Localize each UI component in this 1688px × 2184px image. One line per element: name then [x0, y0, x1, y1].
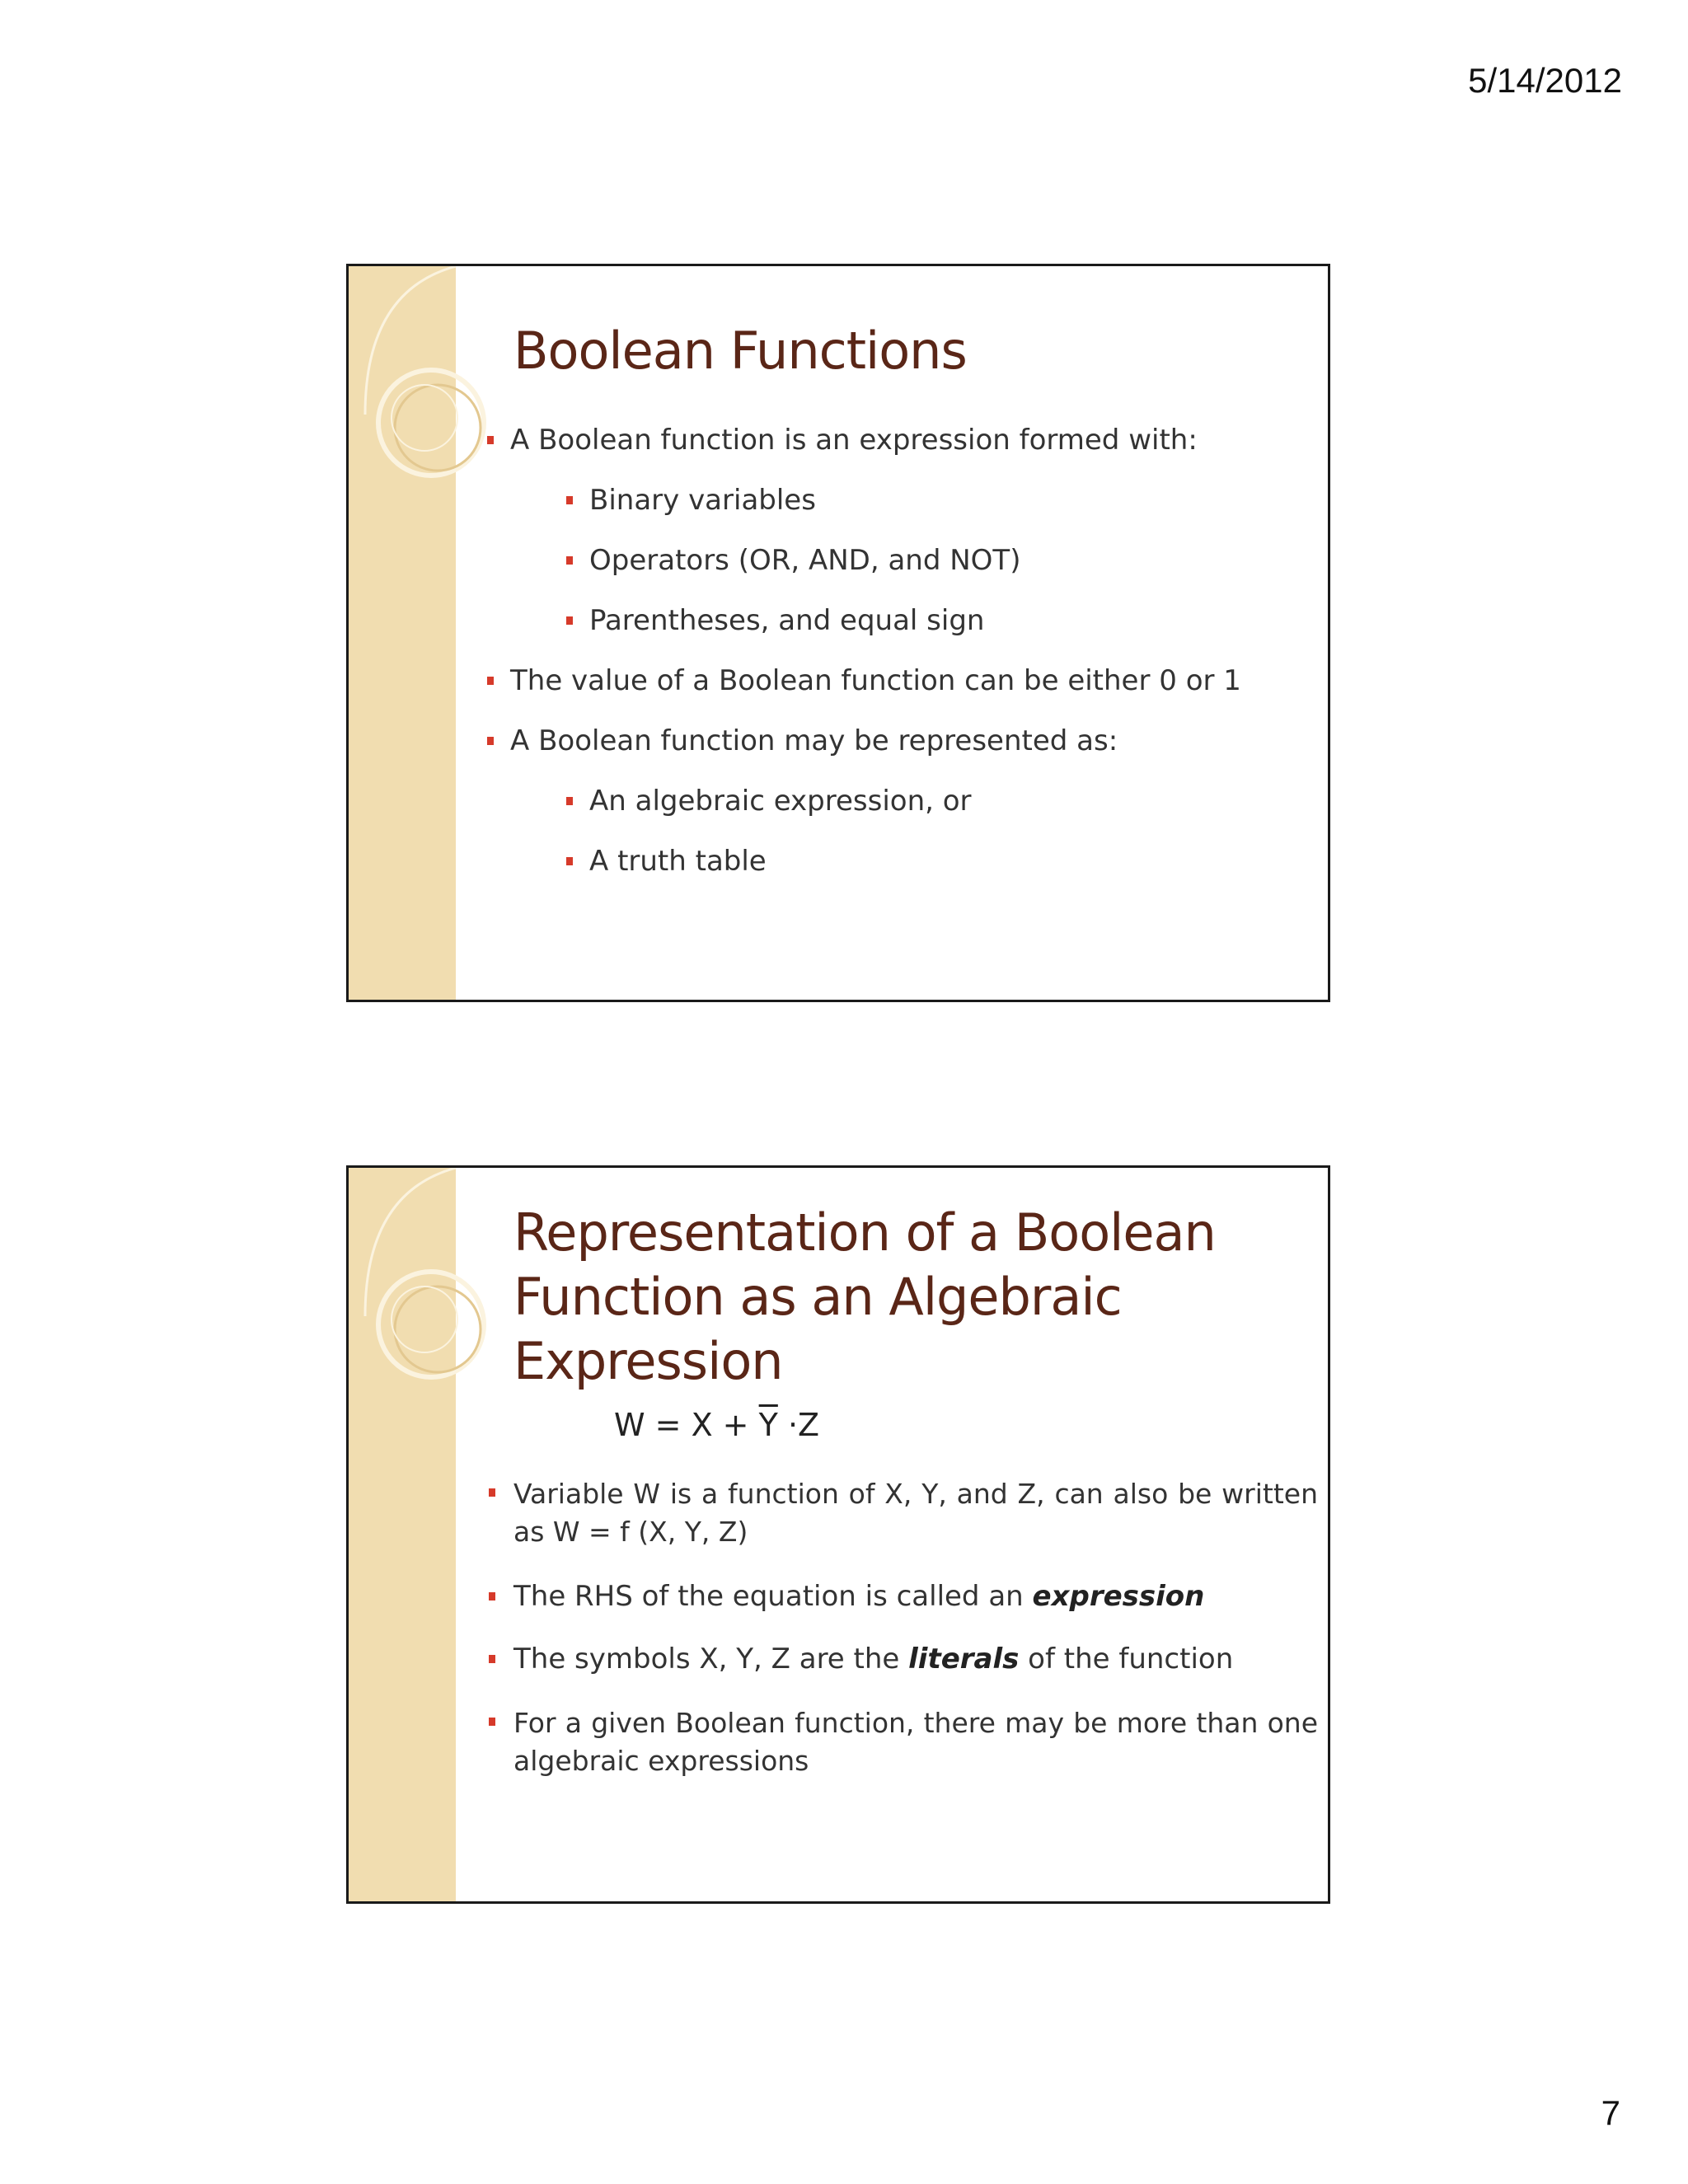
- bullet-square-icon: [489, 1592, 495, 1601]
- slide-algebraic-expression: [346, 1165, 1330, 1904]
- list-item: The RHS of the equation is called an expression: [481, 1579, 1318, 1614]
- bullet-square-icon: [566, 857, 573, 865]
- bullet-list: [481, 423, 1316, 904]
- list-item: Operators (OR, AND, and NOT): [481, 543, 1316, 578]
- list-item: Binary variables: [481, 483, 1316, 518]
- bullet-square-icon: [489, 1718, 495, 1726]
- page-number: 7: [1601, 2093, 1620, 2132]
- complemented-variable: $\overline{Y}$: [758, 1407, 778, 1443]
- list-item: A truth table: [481, 844, 1316, 879]
- list-item: A Boolean function may be represented as:: [481, 724, 1316, 758]
- slide-title-line2: Function as an Algebraic Expression: [513, 1267, 1122, 1391]
- bullet-square-icon: [566, 616, 573, 625]
- bullet-square-icon: [487, 737, 494, 745]
- slide-title-line1: Representation of a Boolean: [513, 1202, 1216, 1263]
- slide-title: [513, 1201, 1328, 1394]
- list-item: A Boolean function is an expression formed with:: [481, 423, 1316, 457]
- bullet-list: [481, 1475, 1318, 1808]
- page-date: 5/14/2012: [1468, 61, 1622, 100]
- bullet-square-icon: [489, 1655, 495, 1663]
- emphasis-expression: expression: [1032, 1580, 1205, 1613]
- list-item: For a given Boolean function, there may be more than one algebraic expressions: [481, 1704, 1318, 1780]
- bullet-square-icon: [566, 556, 573, 565]
- list-item: The value of a Boolean function can be either 0 or 1: [481, 663, 1316, 698]
- bullet-square-icon: [487, 677, 494, 685]
- equation: $W = X + \overline{Y} \cdot Z$: [614, 1407, 820, 1443]
- list-item: Parentheses, and equal sign: [481, 603, 1316, 638]
- list-item: The symbols X, Y, Z are the literals of the function: [481, 1642, 1318, 1676]
- slide-title: Boolean Functions: [513, 321, 967, 381]
- list-item: Variable W is a function of X, Y, and Z, can also be written as W = f (X, Y, Z): [481, 1475, 1318, 1551]
- bullet-square-icon: [489, 1488, 495, 1497]
- emphasis-literals: literals: [908, 1643, 1020, 1675]
- list-item: An algebraic expression, or: [481, 784, 1316, 818]
- slide-boolean-functions: [346, 264, 1330, 1002]
- bullet-square-icon: [566, 496, 573, 504]
- circle-decoration-icon: [349, 1168, 513, 1432]
- bullet-square-icon: [566, 797, 573, 805]
- bullet-square-icon: [487, 436, 494, 444]
